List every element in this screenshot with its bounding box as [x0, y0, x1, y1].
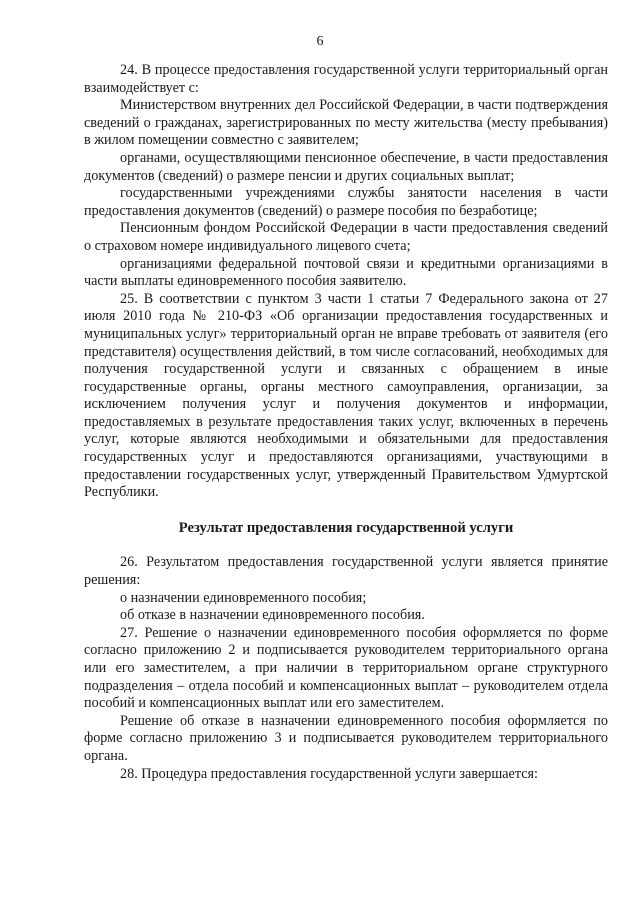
- paragraph-24: 24. В процессе предоставления государственной услуги территориальный орган взаимодействует с:: [84, 62, 608, 96]
- paragraph-refusal-decision: Решение об отказе в назначении единовременного пособия оформляется по форме согласно приложению 3 и подписывается руководителем территориального органа.: [84, 712, 608, 764]
- paragraph-25: 25. В соответствии с пунктом 3 части 1 статьи 7 Федерального закона от 27 июля 2010 года № 210-ФЗ «Об организации предоставления государственных и муниципальных услуг» территориальный орган не вправе требовать от заявителя (его представителя) осуществления действий, в том числе согласований, необходимых для получения государственной услуги и связанных с обращением в иные государственные органы, органы местного самоуправления, организации, за исключением получения услуг и получения документов и информации, предоставляемых в результате предоставления таких услуг, включенных в перечень услуг, которые являются необходимыми и обязательными для предоставления государственных услуг и предоставляются организациями, участвующими в предоставлении государственных услуг, утвержденный Правительством Удмуртской Республики.: [84, 290, 608, 501]
- interaction-item-employment-service: государственными учреждениями службы занятости населения в части предоставления документов (сведений) о размере пособия по безработице;: [84, 185, 608, 219]
- paragraph-28: 28. Процедура предоставления государственной услуги завершается:: [120, 765, 538, 782]
- interaction-item-mvd: Министерством внутренних дел Российской Федерации, в части подтверждения сведений о гражданах, зарегистрированных по месту жительства (месту пребывания) в жилом помещении совместно с заявителем;: [84, 97, 608, 149]
- section-heading: Результат предоставления государственной услуги: [178, 519, 514, 536]
- paragraph-26: 26. Результатом предоставления государственной услуги является принятие решения:: [84, 554, 608, 589]
- page-number: 6: [316, 34, 324, 49]
- interaction-item-pension-fund: Пенсионным фондом Российской Федерации в части предоставления сведений о страховом номере индивидуального лицевого счета;: [84, 220, 608, 254]
- document-body: [84, 62, 608, 783]
- interaction-item-postal-credit: организациями федеральной почтовой связи и кредитными организациями в части выплаты единовременного пособия заявителю.: [84, 255, 608, 290]
- decision-option-refusal: об отказе в назначении единовременного пособия.: [120, 607, 425, 624]
- decision-option-grant: о назначении единовременного пособия;: [120, 589, 367, 606]
- interaction-item-pension-bodies: органами, осуществляющими пенсионное обеспечение, в части предоставления документов (сведений) о размере пенсии и других социальных выплат;: [84, 149, 608, 184]
- paragraph-27: 27. Решение о назначении единовременного пособия оформляется по форме согласно приложению 2 и подписывается руководителем территориального органа или его заместителем, а при наличии в территориальном органе структурного подразделения – отдела пособий и компенсационных выплат – руководителем отдела пособий и компенсационных выплат или его заместителем.: [84, 624, 608, 712]
